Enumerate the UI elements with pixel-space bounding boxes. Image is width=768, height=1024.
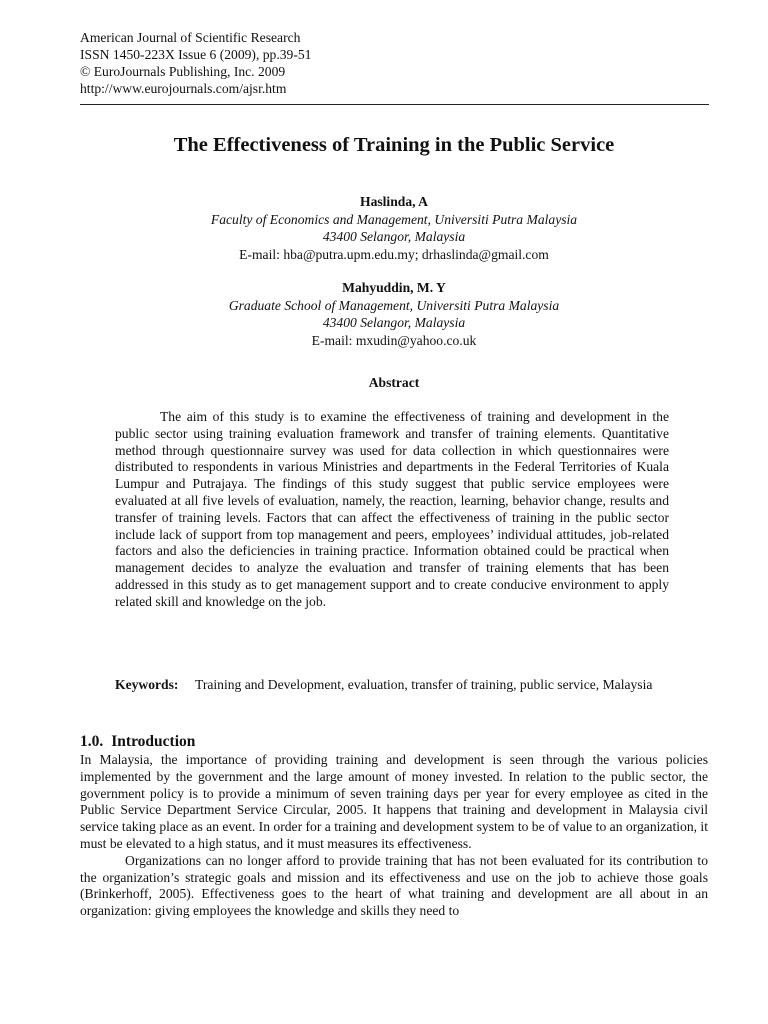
journal-name: American Journal of Scientific Research xyxy=(80,30,301,45)
author-affiliation: Faculty of Economics and Management, Universiti Putra Malaysia xyxy=(210,211,578,227)
intro-paragraph: Organizations can no longer afford to provide training that has not been evaluated for its contribution to the organization’s strategic goals and mission and its effectiveness and use on the job to achieve those goals (Brinkerhoff, 2005). Effectiveness goes to the heart of what training and development are all about in an organization: giving employees the knowledge and skills they need to xyxy=(80,852,708,919)
abstract-text: The aim of this study is to examine the effectiveness of training and development in the public sector using training evaluation framework and transfer of training elements. Quantitative method through questionnaire survey was used for data collection in which questionnaires were distributed to respondents in various Ministries and departments in the Federal Territories of Kuala Lumpur and Putrajaya. The findings of this study suggest that public service employees were evaluated at all five levels of evaluation, namely, the reaction, learning, behavior change, results and transfer of training levels. Factors that can affect the effectiveness of training in the public sector include lack of support from top management and peers, employees’ individual attitudes, job-related factors and also the deficiencies in training practice. Information obtained could be practical when management decides to analyze the evaluation and transfer of training elements that has been addressed in this study as to get management support and to create conducive environment to apply related skill and knowledge on the job. xyxy=(115,409,669,609)
journal-issn: ISSN 1450-223X Issue 6 (2009), pp.39-51 xyxy=(80,47,312,62)
author-block-1 xyxy=(0,193,768,263)
keywords-label: Keywords: xyxy=(115,677,179,692)
author-block-2 xyxy=(0,279,768,349)
journal-header xyxy=(80,29,680,97)
section-title: Introduction xyxy=(111,733,196,750)
author-email: E-mail: hba@putra.upm.edu.my; drhaslinda@gmail.com xyxy=(239,246,549,262)
section-heading-introduction xyxy=(80,732,480,752)
journal-copyright: © EuroJournals Publishing, Inc. 2009 xyxy=(80,64,286,79)
author-address: 43400 Selangor, Malaysia xyxy=(322,229,466,244)
introduction-body xyxy=(80,752,708,920)
abstract-heading: Abstract xyxy=(368,375,420,390)
author-name: Mahyuddin, M. Y xyxy=(342,280,446,295)
section-number: 1.0. xyxy=(80,733,104,750)
intro-paragraph: In Malaysia, the importance of providing training and development is seen through the various policies implemented by the government and the large amount of money invested. In relation to the public sector, the government policy is to provide a minimum of seven training days per year for every employee as cited in the Public Service Department Service Circular, 2005. It happens that training and development in Malaysia civil service taking place as an event. In order for a training and development system to be of value to an organization, it must be elevated to a high status, and it must measures its effectiveness. xyxy=(80,752,708,851)
keywords xyxy=(115,676,669,693)
author-name: Haslinda, A xyxy=(360,194,428,209)
paper-title: The Effectiveness of Training in the Public Service xyxy=(173,134,615,156)
journal-url: http://www.eurojournals.com/ajsr.htm xyxy=(80,81,287,96)
author-affiliation: Graduate School of Management, Universiti Putra Malaysia xyxy=(228,297,560,313)
keywords-text: Training and Development, evaluation, transfer of training, public service, Malaysia xyxy=(195,677,653,692)
author-email: E-mail: mxudin@yahoo.co.uk xyxy=(311,332,477,348)
header-rule xyxy=(80,104,709,105)
author-address: 43400 Selangor, Malaysia xyxy=(322,315,466,330)
